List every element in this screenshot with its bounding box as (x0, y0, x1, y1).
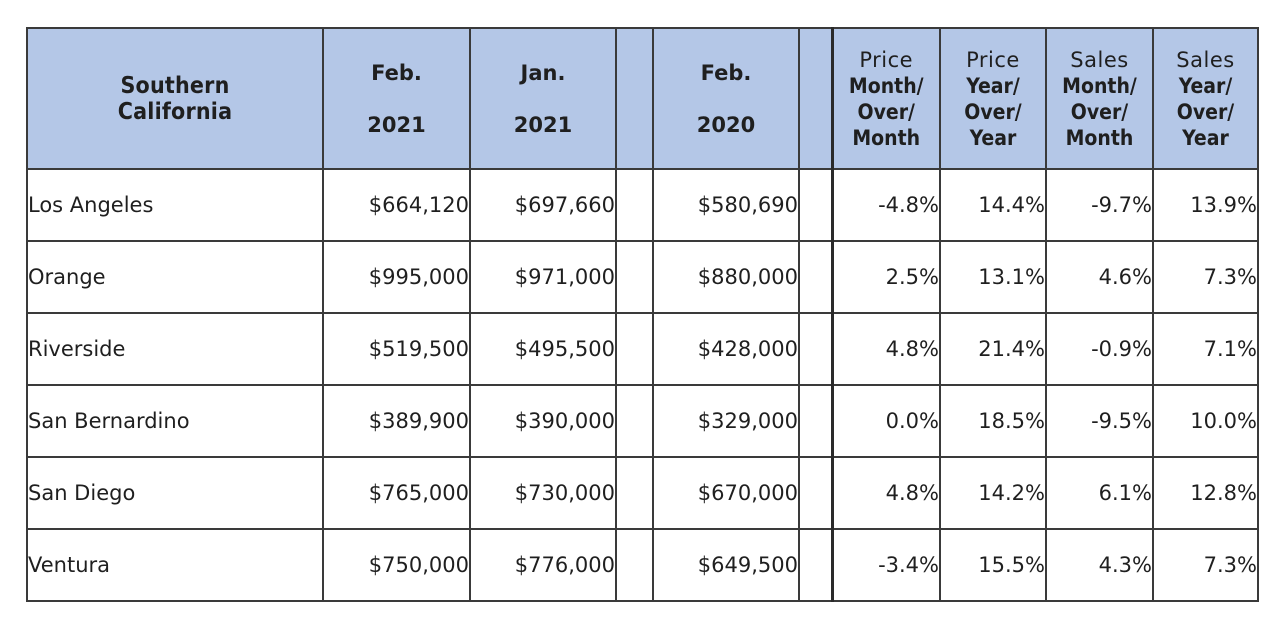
sales-yoy-cell: 12.8% (1153, 457, 1258, 529)
header-line: Month (852, 125, 921, 150)
header-line: Month/ (1062, 73, 1137, 98)
feb-2020-price-cell: $670,000 (653, 457, 799, 529)
price-mom-cell: 4.8% (832, 313, 940, 385)
header-line: Over/ (1070, 99, 1129, 124)
spacer-cell (799, 529, 832, 601)
table-body (27, 169, 1258, 601)
spacer-column-header (616, 28, 653, 169)
price-mom-cell: 0.0% (832, 385, 940, 457)
price-yoy-column-header (940, 28, 1046, 169)
sales-mom-cell: -0.9% (1046, 313, 1153, 385)
jan-2021-price-cell: $495,500 (470, 313, 616, 385)
sales-mom-cell: 6.1% (1046, 457, 1153, 529)
sales-yoy-cell: 13.9% (1153, 169, 1258, 241)
header-line: Month (1065, 125, 1134, 150)
price-yoy-cell: 14.4% (940, 169, 1046, 241)
spacer-cell (616, 457, 653, 529)
sales-mom-cell: -9.5% (1046, 385, 1153, 457)
header-line: Year/ (1178, 73, 1233, 98)
header-line: Over/ (1176, 99, 1235, 124)
region-cell: Los Angeles (27, 169, 323, 241)
table-row (27, 529, 1258, 601)
header-year: 2020 (696, 112, 756, 137)
feb-2021-price-cell: $519,500 (323, 313, 470, 385)
header-year: 2021 (367, 112, 426, 137)
header-line: Over/ (964, 99, 1022, 124)
table-row (27, 241, 1258, 313)
spacer-cell (616, 529, 653, 601)
table-row (27, 457, 1258, 529)
header-line: Year (969, 125, 1017, 150)
feb-2021-price-cell: $750,000 (323, 529, 470, 601)
header-line: Year/ (966, 73, 1020, 98)
table-header (27, 28, 1258, 169)
sales-yoy-cell: 10.0% (1153, 385, 1258, 457)
price-mom-cell: -3.4% (832, 529, 940, 601)
header-metric: Sales (1176, 47, 1235, 72)
price-yoy-cell: 15.5% (940, 529, 1046, 601)
feb-2021-price-cell: $995,000 (323, 241, 470, 313)
header-month: Feb. (371, 60, 422, 85)
sales-yoy-cell: 7.3% (1153, 529, 1258, 601)
price-yoy-cell: 18.5% (940, 385, 1046, 457)
header-line: Year (1182, 125, 1229, 150)
header-metric: Price (859, 47, 914, 72)
region-cell: Riverside (27, 313, 323, 385)
spacer-cell (616, 313, 653, 385)
price-mom-cell: -4.8% (832, 169, 940, 241)
spacer-column-header (799, 28, 832, 169)
region-cell: San Bernardino (27, 385, 323, 457)
jan-2021-price-cell: $697,660 (470, 169, 616, 241)
jan-2021-price-cell: $971,000 (470, 241, 616, 313)
feb-2020-column-header (653, 28, 799, 169)
jan-2021-price-cell: $776,000 (470, 529, 616, 601)
region-header-line-1: Southern (120, 72, 230, 99)
price-yoy-cell: 13.1% (940, 241, 1046, 313)
table-row (27, 385, 1258, 457)
sales-mom-cell: 4.6% (1046, 241, 1153, 313)
spacer-cell (616, 169, 653, 241)
feb-2020-price-cell: $329,000 (653, 385, 799, 457)
spacer-cell (799, 457, 832, 529)
header-line: Month/ (848, 73, 924, 98)
sales-yoy-cell: 7.1% (1153, 313, 1258, 385)
region-header-line-2: California (117, 98, 233, 125)
sales-yoy-column-header (1153, 28, 1258, 169)
table-row (27, 169, 1258, 241)
spacer-cell (799, 169, 832, 241)
feb-2020-price-cell: $880,000 (653, 241, 799, 313)
home-prices-table (26, 27, 1259, 602)
price-mom-column-header (832, 28, 940, 169)
price-yoy-cell: 14.2% (940, 457, 1046, 529)
table-row (27, 313, 1258, 385)
header-month: Jan. (520, 60, 566, 85)
header-metric: Sales (1070, 47, 1129, 72)
feb-2020-price-cell: $580,690 (653, 169, 799, 241)
sales-yoy-cell: 7.3% (1153, 241, 1258, 313)
spacer-cell (799, 313, 832, 385)
feb-2021-column-header (323, 28, 470, 169)
price-mom-cell: 2.5% (832, 241, 940, 313)
sales-mom-cell: -9.7% (1046, 169, 1153, 241)
header-line: Over/ (857, 99, 915, 124)
header-month: Feb. (700, 60, 752, 85)
jan-2021-price-cell: $730,000 (470, 457, 616, 529)
jan-2021-price-cell: $390,000 (470, 385, 616, 457)
header-metric: Price (966, 47, 1020, 72)
spacer-cell (616, 385, 653, 457)
jan-2021-column-header (470, 28, 616, 169)
feb-2020-price-cell: $428,000 (653, 313, 799, 385)
sales-mom-column-header (1046, 28, 1153, 169)
spacer-cell (799, 385, 832, 457)
price-mom-cell: 4.8% (832, 457, 940, 529)
region-column-header (27, 28, 323, 169)
feb-2020-price-cell: $649,500 (653, 529, 799, 601)
feb-2021-price-cell: $664,120 (323, 169, 470, 241)
feb-2021-price-cell: $389,900 (323, 385, 470, 457)
feb-2021-price-cell: $765,000 (323, 457, 470, 529)
region-cell: Orange (27, 241, 323, 313)
spacer-cell (616, 241, 653, 313)
sales-mom-cell: 4.3% (1046, 529, 1153, 601)
spacer-cell (799, 241, 832, 313)
region-cell: San Diego (27, 457, 323, 529)
price-yoy-cell: 21.4% (940, 313, 1046, 385)
region-cell: Ventura (27, 529, 323, 601)
header-row (27, 28, 1258, 169)
header-year: 2021 (513, 112, 573, 137)
